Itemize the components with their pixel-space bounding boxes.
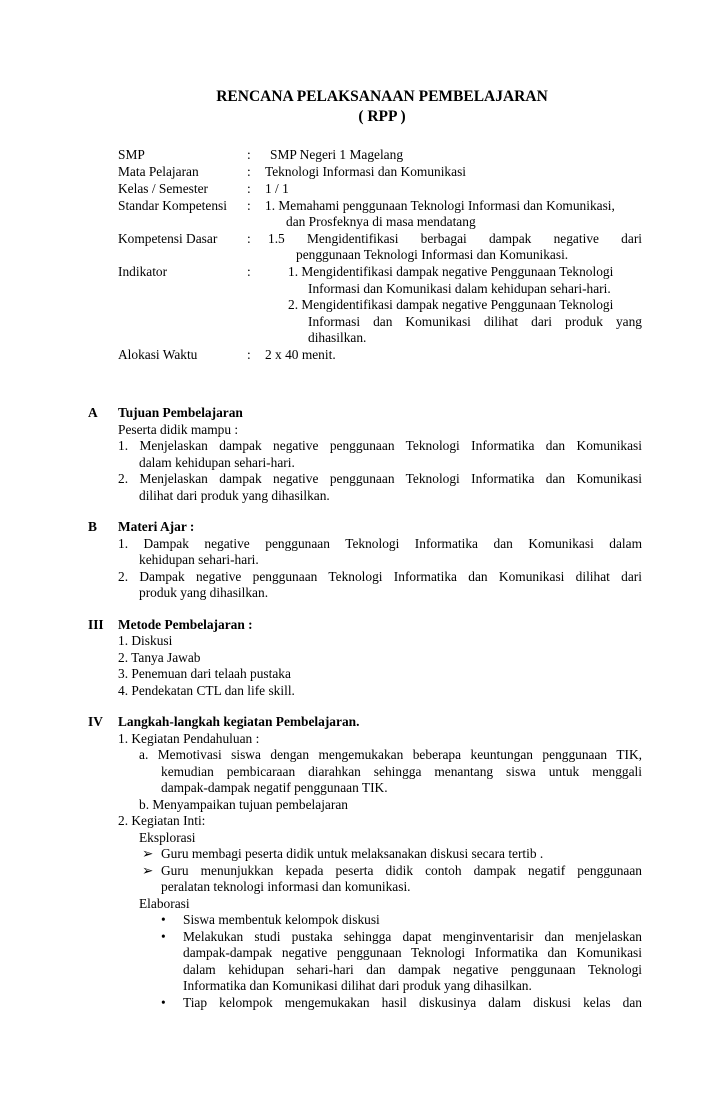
arrow-bullet-icon: ➢ — [142, 863, 154, 878]
section-marker: B — [88, 519, 97, 534]
info-value: Teknologi Informasi dan Komunikasi — [265, 164, 467, 179]
info-label: Alokasi Waktu — [118, 347, 198, 362]
list-item-cont: Informatika dan Komunikasi dilihat dari produk yang dihasilkan. — [183, 978, 532, 993]
list-item: 2. Dampak negative penggunaan Teknologi Informatika dan Komunikasi dilihat dari — [118, 569, 642, 584]
list-item-cont: peralatan teknologi informasi dan komunikasi. — [161, 879, 411, 894]
bullet-icon: • — [161, 929, 166, 944]
list-item: a. Memotivasi siswa dengan mengemukakan beberapa keuntungan penggunaan TIK, — [139, 747, 642, 762]
info-value: 1. Mengidentifikasi dampak negative Penggunaan Teknologi — [288, 264, 614, 279]
info-value: dihasilkan. — [308, 330, 367, 345]
info-value: SMP Negeri 1 Magelang — [270, 147, 404, 162]
info-value: Informasi dan Komunikasi dalam kehidupan sehari-hari. — [308, 281, 611, 296]
list-item: 1. Diskusi — [118, 633, 173, 648]
list-item: Guru menunjukkan kepada peserta didik contoh dampak negatif penggunaan — [161, 863, 642, 878]
info-value: 1. Memahami penggunaan Teknologi Informasi dan Komunikasi, — [265, 198, 615, 213]
info-label: Mata Pelajaran — [118, 164, 199, 179]
info-colon: : — [247, 181, 251, 196]
info-value: 1.5 Mengidentifikasi berbagai dampak negative dari — [268, 231, 642, 246]
info-value: 2. Mengidentifikasi dampak negative Penggunaan Teknologi — [288, 297, 614, 312]
section-heading: Materi Ajar : — [118, 519, 195, 534]
list-item-cont: produk yang dihasilkan. — [139, 585, 269, 600]
list-item: Melakukan studi pustaka sehingga dapat menginventarisir dan menjelaskan — [183, 929, 642, 944]
info-colon: : — [247, 347, 251, 362]
list-item: 4. Pendekatan CTL dan life skill. — [118, 683, 295, 698]
info-colon: : — [247, 264, 251, 279]
document-subtitle: ( RPP ) — [358, 108, 406, 125]
info-colon: : — [247, 231, 251, 246]
section-marker: A — [88, 405, 98, 420]
list-item-cont: kehidupan sehari-hari. — [139, 552, 259, 567]
list-item-cont: dampak-dampak negatif penggunaan TIK. — [161, 780, 388, 795]
document-title: RENCANA PELAKSANAAN PEMBELAJARAN — [216, 88, 548, 105]
info-value: dan Prosfeknya di masa mendatang — [286, 214, 476, 229]
info-colon: : — [247, 164, 251, 179]
subheading: Eksplorasi — [139, 830, 196, 845]
section-marker: IV — [88, 714, 103, 729]
info-value: penggunaan Teknologi Informasi dan Komunikasi. — [296, 247, 569, 262]
list-item-cont: dilihat dari produk yang dihasilkan. — [139, 488, 330, 503]
info-value: 2 x 40 menit. — [265, 347, 336, 362]
paragraph: Peserta didik mampu : — [118, 422, 239, 437]
arrow-bullet-icon: ➢ — [142, 846, 154, 861]
info-colon: : — [247, 198, 251, 213]
list-item: b. Menyampaikan tujuan pembelajaran — [139, 797, 348, 812]
list-item-cont: dalam kehidupan sehari-hari dan dampak negative penggunaan Teknologi — [183, 962, 642, 977]
bullet-icon: • — [161, 995, 166, 1010]
subheading: Elaborasi — [139, 896, 190, 911]
list-item: 3. Penemuan dari telaah pustaka — [118, 666, 291, 681]
list-item: 1. Menjelaskan dampak negative penggunaan Teknologi Informatika dan Komunikasi — [118, 438, 642, 453]
list-item: Tiap kelompok mengemukakan hasil diskusinya dalam diskusi kelas dan — [183, 995, 642, 1010]
list-item-cont: kemudian pembicaraan diarahkan sehingga menantang siswa untuk menggali — [161, 764, 642, 779]
list-item: 2. Tanya Jawab — [118, 650, 201, 665]
info-label: Kompetensi Dasar — [118, 231, 218, 246]
list-item: Siswa membentuk kelompok diskusi — [183, 912, 380, 927]
bullet-icon: • — [161, 912, 166, 927]
info-label: Standar Kompetensi — [118, 198, 227, 213]
list-item: 2. Menjelaskan dampak negative penggunaan Teknologi Informatika dan Komunikasi — [118, 471, 642, 486]
info-label: SMP — [118, 147, 145, 162]
info-value: Informasi dan Komunikasi dilihat dari produk yang — [308, 314, 642, 329]
list-item-cont: dampak-dampak negative penggunaan Teknologi Informatika dan Komunikasi — [183, 945, 642, 960]
section-heading: Langkah-langkah kegiatan Pembelajaran. — [118, 714, 360, 729]
info-value: 1 / 1 — [265, 181, 289, 196]
list-item: Guru membagi peserta didik untuk melaksanakan diskusi secara tertib . — [161, 846, 544, 861]
info-label: Kelas / Semester — [118, 181, 208, 196]
section-marker: III — [88, 617, 104, 632]
list-item-cont: dalam kehidupan sehari-hari. — [139, 455, 295, 470]
list-item: 2. Kegiatan Inti: — [118, 813, 206, 828]
section-heading: Tujuan Pembelajaran — [118, 405, 243, 420]
list-item: 1. Dampak negative penggunaan Teknologi Informatika dan Komunikasi dalam — [118, 536, 642, 551]
info-colon: : — [247, 147, 251, 162]
list-item: 1. Kegiatan Pendahuluan : — [118, 731, 260, 746]
section-heading: Metode Pembelajaran : — [118, 617, 253, 632]
info-label: Indikator — [118, 264, 168, 279]
